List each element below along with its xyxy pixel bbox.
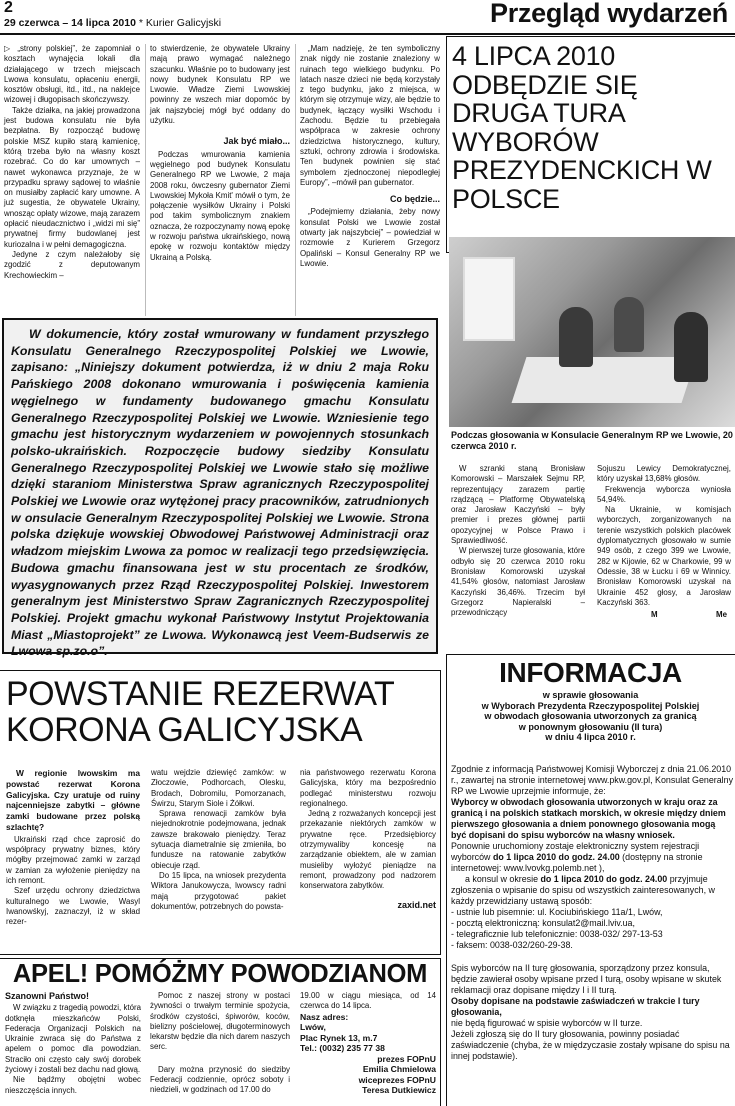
- informacja-para1-bold: Wyborcy w obwodach głosowania utworzonych w kraju oraz za granicą i na polskich statkach morskich, w okresie między dniem pierwszego głosowania a dniem ponownego głosowania mogą być dopisani do spisu wyborców na własny wniosek.: [451, 797, 726, 840]
- top-col3-subhead: Co będzie...: [389, 194, 440, 205]
- apel-col3: [300, 991, 436, 1096]
- apel-address: [300, 1012, 436, 1054]
- apel-col1: [5, 991, 141, 1096]
- top-col1-p3: Jedyne z czym należałoby się zgodzić z deputowanym Krechowieckim –: [4, 249, 140, 280]
- col-divider: [145, 44, 146, 316]
- informacja-subtitle-line: w obwodach głosowania utworzonych za granicą: [484, 711, 697, 722]
- informacja-title: INFORMACJA: [499, 657, 682, 688]
- top-col2-p2: Podczas wmurowania kamienia węgielnego pod budynek Konsulatu Generalnego RP we Lwowie, 2 maja 2008 roku, ówczesny gubernator Ziemi Lwowskiej Mykoła Kmit' mówił o tym, że połączenie wysiłków Ukrainy i Polski pod takim symbolicznym znakiem oznacza, że rozpoczynamy nową epokę w rozwoju państwa ukraińskiego, nową epokę w rozwoju kontaktów między Ukrainą a Polską.: [150, 149, 290, 262]
- top-col1-p1: ▷ „strony polskiej”, że zapomniał o kosztach wynajęcia lokali dla działającego w trzech miejscach Lwowa konsulatu, opłaceniu energii, kosztów obsługi, itd., itd., na naklejce wizowej i długopisach skończywszy.: [4, 44, 140, 105]
- continuation-arrow-icon: ▷: [4, 44, 13, 53]
- informacja-para5-bold: Osoby dopisane na podstawie zaświadczeń w trakcie I tury głosowania,: [451, 996, 700, 1017]
- apel-address-line: Tel.: (0032) 235 77 38: [300, 1043, 385, 1054]
- korona-col2-p2: Sprawa renowacji zamków była niejednokrotnie podejmowana, jednak zawsze brakowało pieniędzy. Teraz sytuacja diametralnie się zmieniła, bo fundusze na ratowanie zabytków obiecuje rząd.: [151, 809, 286, 870]
- informacja-subtitle-line: w ponownym głosowaniu (II tura): [518, 721, 663, 732]
- informacja-para2: Ponownie uruchomiony zostaje elektroniczny system rejestracji wyborców do 1 lipca 2010 do godz. 24.00 (dostępny na stronie internetowej: www.lvovkg.polemb.net ),: [451, 841, 703, 873]
- korona-col2-p1: watu wejdzie dziewięć zamków: w Złoczowie, Podhorcach, Olesku, Brodach, Dobromilu, Pomorzanach, Świrzu, Starym Siole i Żółkwi.: [151, 768, 286, 808]
- informacja-para3: a konsul w okresie do 1 lipca 2010 do godz. 24.00 przyjmuje zgłoszenia o wpisanie do spisu od wszystkich zainteresowanych, w każdy przewidziany ustawą sposób:: [451, 874, 715, 906]
- photo-person: [559, 307, 593, 367]
- top-col3-p1: „Mam nadzieję, że ten symboliczny znak nigdy nie zostanie znaleziony w ruinach tego wielkiego budynku. Po latach nasze dzieci nie będą korzystały z tego budynku, jako z miejsca, w którym się otrzymuje wizy, ale będzie to budynek, łączący wysiłki Wschodu i Zachodu. Będzie tu przebiegała współpraca w zakresie ochrony dziedzictwa historycznego, kultury, sztuki, ochrony zdrowia i środowiska. Ten budynek powinien się stać symbolem zjednoczonej niepodległej Europy”, –mówił pan gubernator.: [300, 44, 440, 187]
- election-col1-p2: W pierwszej turze głosowania, które odbyło się 20 czerwca 2010 roku Bronisław Komorowski uzyskał 41,54% głosów, natomiast Jarosław Kaczyński 36,46%. Trzecim był Grzegorz Napieralski – przewodniczący: [451, 546, 585, 618]
- informacja-para5: nie będą figurować w spisie wyborców w II turze.: [451, 1018, 643, 1028]
- apel-greeting: Szanowni Państwo!: [5, 991, 90, 1001]
- korona-col2-p3: Do 15 lipca, na wniosek prezydenta Wiktora Janukowycza, lwowscy radni mają przygotować pakiet dokumentów, potrzebnych do powsta-: [151, 870, 286, 911]
- informacja-para1: Zgodnie z informacją Państwowej Komisji Wyborczej z dnia 21.06.2010 r., zawartej na stronie internetowej www.pkw.gov.pl, Konsulat Generalny RP we Lwowie uprzejmie informuje, że:: [451, 764, 734, 796]
- informacja-list-item: - ustnie lub pisemnie: ul. Kociubińskiego 11a/1, Lwów,: [451, 907, 663, 917]
- date-line: [4, 17, 221, 29]
- header-rule: [0, 33, 735, 35]
- korona-source: zaxid.net: [397, 899, 436, 910]
- top-article-col2: [150, 44, 290, 263]
- election-col2-p2: Frekwencja wyborcza wyniosła 54,94%.: [597, 484, 731, 504]
- election-col2-p1: Sojuszu Lewicy Demokratycznej, który uzyskał 13,68% głosów.: [597, 464, 731, 484]
- photo-person: [674, 312, 708, 382]
- apel-signature-line: Teresa Dutkiewicz: [362, 1085, 436, 1096]
- col-divider: [295, 44, 296, 316]
- top-article-col3: [300, 44, 440, 269]
- top-col2-subhead: Jak być miało...: [223, 136, 290, 147]
- apel-signature-line: prezes FOPnU: [377, 1053, 436, 1064]
- election-col2-p3: Na Ukrainie, w komisjach wyborczych, zorganizowanych na terenie wszystkich polskich placówek dyplomatycznych głosowało w sumie 949 osób, z czego 399 we Lwowie, 282 w Kijowie, 62 w Charkowie, 99 w Odessie, 38 w Łucku i 69 w Winnicy. Bronisław Komorowski uzyskał na Ukrainie 452 głosy, a Jarosław Kaczyński 363.: [597, 505, 731, 607]
- top-col1-p2: Także działka, na jakiej prowadzona jest budowa konsulatu nie była bezpłatna. By rozpocząć budowę polskie MSZ kupiło starą kamienicę, którą trzeba było na własny koszt rozebrać. Co do kar umownych – nawet wykonawca przyznaje, że w przypadku sprawy sądowej to właśnie on musiałby zapłacić kary umowne. A już sugestia, że obywatele Ukrainy, wnosząc opłaty wizowe, mają zarazem opłacić nieudacznictwo i „widzi mi się” prywatnej firmy budowlanej jest kuriozalna i w pełni demagogiczna.: [4, 105, 140, 249]
- issue-date: 29 czerwca – 14 lipca 2010: [4, 17, 136, 29]
- publication-name: * Kurier Galicyjski: [138, 17, 222, 29]
- apel-col2-p1: Pomoc z naszej strony w postaci żywności o trwałym terminie spożycia, środków czystości, śpiworów, koców, bielizny pościelowej, długoterminowych lekarstw będzie dla nich darem naszych serc.: [150, 991, 290, 1052]
- photo-window: [463, 257, 515, 341]
- informacja-para4: Spis wyborców na II turę głosowania, sporządzony przez konsula, będzie zawierał osoby wpisane przed I turą, osoby wpisane w skutek reklamacji oraz dopisane między I i II turą.: [451, 963, 722, 995]
- informacja-body: [451, 764, 733, 1062]
- korona-col3-p2: Jedną z rozważanych koncepcji jest przekazanie niektórych zamków w prywatne ręce. Przedsiębiorcy otrzymywaliby koncesję na zarządzanie obiektem, ale w zamian musieliby wyłożyć pieniądze na remont, prowadzony pod nadzorem konserwatora zabytków.: [300, 809, 436, 891]
- apel-col3-p1: 19.00 w ciągu miesiąca, od 14 czerwca do 14 lipca.: [300, 991, 436, 1011]
- election-col2: [597, 464, 731, 620]
- informacja-subtitle-line: w dniu 4 lipca 2010 r.: [545, 732, 636, 743]
- apel-col1-p1: W związku z tragedią powodzi, która dotknęła mieszkańców Polski, Federacja Organizacji Polskich na Ukrainie zwraca się do Państwa z apelem o pomoc dla powodzian. Straciło oni często cały swój dorobek życiowy i zostali bez dachu nad głową.: [5, 1003, 141, 1075]
- korona-col1-p1: Ukraiński rząd chce zaprosić do współpracy prywatny biznes, który mógłby przejmować zamki w zarząd w zamian za wyłożenie pieniędzy na ich remont.: [6, 834, 140, 885]
- apel-col1-p2: Nie bądźmy obojętni wobec nieszczęścia innych.: [5, 1075, 141, 1095]
- informacja-list: [451, 907, 733, 951]
- apel-headline: APEL! POMÓŻMY POWODZIANOM: [12, 960, 428, 988]
- page-number: 2: [4, 0, 13, 16]
- informacja-list-item: - pocztą elektroniczną: konsulat2@mail.lviv.ua,: [451, 918, 635, 928]
- top-col2-p1: to stwierdzenie, że obywatele Ukrainy mają prawo wymagać należnego szacunku. Właśnie po to budowany jest nowy budynek Konsulatu RP we Lwowie. Władze Ziemi Lwowskiej powinny ze wszech miar dopomóc by jak najszybciej mógł być oddany do użytku.: [150, 44, 290, 126]
- apel-address-line: Plac Rynek 13, m.7: [300, 1032, 378, 1043]
- top-article-col1: [4, 44, 140, 281]
- informacja-subtitle-line: w Wyborach Prezydenta Rzeczypospolitej Polskiej: [481, 700, 700, 711]
- election-headline: 4 LIPCA 2010 ODBĘDZIE SIĘ DRUGA TURA WYBORÓW PREZYDENCKICH W POLSCE: [452, 41, 712, 214]
- informacja-subtitle: [446, 690, 735, 743]
- apel-address-line: Lwów,: [300, 1022, 326, 1033]
- election-photo-caption: Podczas głosowania w Konsulacie Generalnym RP we Lwowie, 20 czerwca 2010 r.: [451, 430, 733, 451]
- document-quote-box: [2, 318, 438, 659]
- apel-signature-line: wiceprezes FOPnU: [358, 1074, 436, 1085]
- informacja-subtitle-line: w sprawie głosowania: [542, 690, 639, 700]
- apel-address-label: Nasz adres:: [300, 1011, 349, 1022]
- apel-col2: [150, 991, 290, 1096]
- korona-col3-p1: nia państwowego rezerwatu Korona Galicyjska, który ma bezpośrednio podlegać ministerstwu rozwoju regionalnego.: [300, 768, 436, 808]
- photo-person: [614, 297, 644, 352]
- korona-headline: POWSTANIE REZERWAT KORONA GALICYJSKA: [6, 675, 394, 749]
- election-col1-p1: W szranki staną Bronisław Komorowski – Marszałek Sejmu RP, reprezentujący zarazem partię rządzącą – Platformę Obywatelską oraz Jarosław Kaczyński – były premier i prezes głównej partii opozycyjnej w Polsce Prawo i Sprawiedliwość.: [451, 464, 585, 546]
- top-col3-p2: „Podejmiemy działania, żeby nowy konsulat Polski we Lwowie został otwarty jak najszybciej” – powiedział w rozmowie z Kurierem Grzegorz Opaliński – Konsul Generalny RP we Lwowie.: [300, 207, 440, 268]
- informacja-list-item: - telegraficznie lub telefonicznie: 0038-032/ 297-13-53: [451, 929, 663, 939]
- korona-col2: [151, 768, 286, 912]
- section-title: Przegląd wydarzeń: [490, 0, 728, 28]
- korona-col1: [6, 768, 140, 927]
- informacja-para6: Jeżeli zgłoszą się do II tury głosowania, powinny posiadać zaświadczenie (chyba, że w międzyczasie zostały wpisane do spisu na innej podstawie).: [451, 1029, 730, 1061]
- election-photo: [449, 237, 735, 427]
- election-signature: M Me: [651, 610, 727, 620]
- informacja-list-item: - faksem: 0038-032/260-29-38.: [451, 940, 573, 950]
- document-quote-text: W dokumencie, który został wmurowany w fundament przyszłego Konsulatu Generalnego Rzeczypospolitej Polskiej we Lwowie, zapisano: „Niniejszy dokument potwierdza, iż w dniu 2 maja Roku Pańskiego 2008 dokonano wmurowania i poświęcenia kamienia węgielnego w fundamenty budowanego gmachu Konsulatu Generalnego Rzeczypospolitej Polskiej we Lwowie. Wzniesienie tego gmachu jest historycznym wydarzeniem w powojennych stosunkach polsko-ukraińskich. Rozpoczęcie budowy siedziby Konsulatu Generalnego Rzeczypospolitej Polskiej we Lwowie stało się możliwe dzięki staraniom Ministerstwa Spraw agranicznych Rzeczypospolitej Polskiej we Lwowie oraz wytężonej pracy pracowników, zatrudnionych w onsulacie Generalnym Rzeczypospolitej Polskiej we Lwowie. Strona polska dziękuje wowskiej Obwodowej Państwowej Administracji oraz władzom miejskim Lwowa za pomoc w realizacji tego przedsięwzięcia. Budowa gmachu finansowana jest w stu procentach ze środków, wyasygnowanych przez Rząd Rzeczypospolitej Polskiej. Inwestorem generalnym jest Ministerstwo Spraw Zagranicznych Rzeczypospolitej Polskiej. Projekt gmachu wykonał Państwowy Instytut Projektowania Miast „Miastoprojekt” ze Lwowa. Wykonawcą jest Veem-Budserwis ze Lwowa sp.zo.o”.: [11, 327, 429, 659]
- election-col1: [451, 464, 585, 618]
- apel-col2-p2: Dary można przynosić do siedziby Federacji codziennie, oprócz soboty i niedzieli, w godzinach od 17.00 do: [150, 1064, 290, 1095]
- korona-col1-p2: Szef urzędu ochrony dziedzictwa kulturalnego we Lwowie, Wasyl Iwanowśkyj, zaznaczył, iż w skład rezer-: [6, 886, 140, 927]
- photo-table: [512, 357, 697, 403]
- apel-signature-line: Emilia Chmielowa: [362, 1064, 436, 1075]
- korona-col3: [300, 768, 436, 910]
- apel-signatures: [300, 1054, 436, 1096]
- korona-lead: W regionie lwowskim ma powstać rezerwat Korona Galicyjska. Czy uratuje od ruiny najcenniejsze zabytki – główne zamki budowane przez polską szlachtę?: [6, 768, 140, 832]
